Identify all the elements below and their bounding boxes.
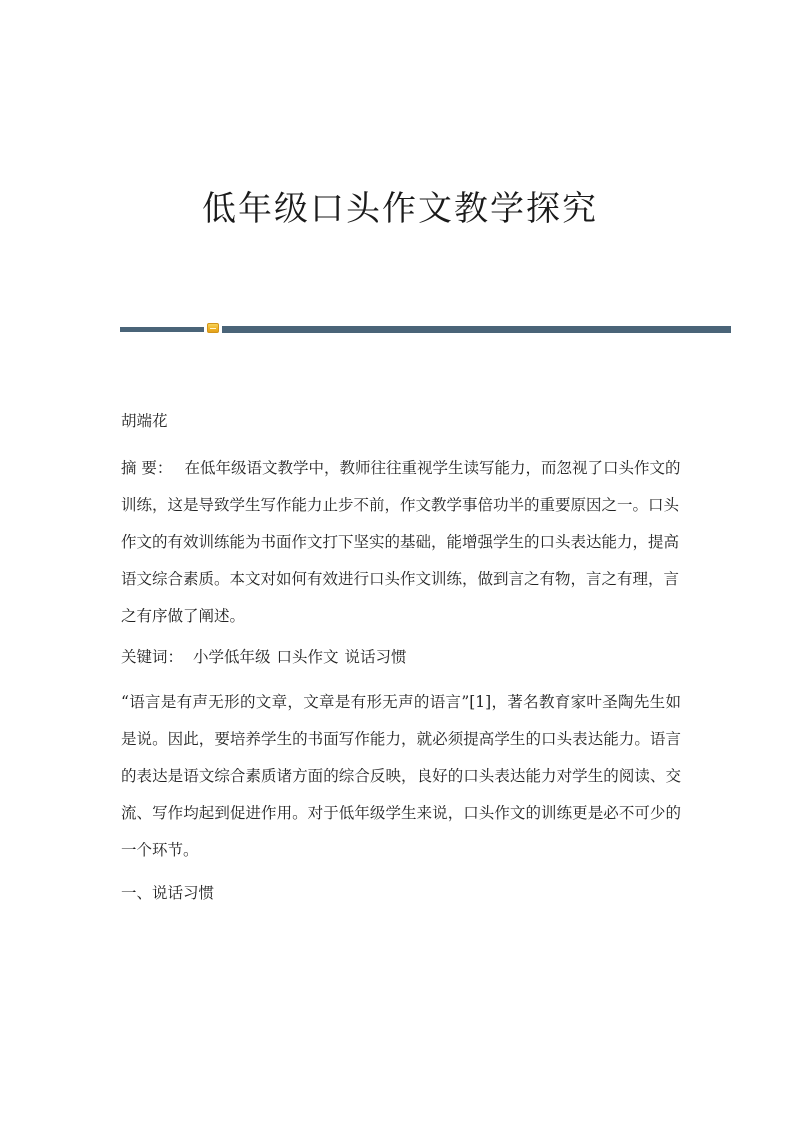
intro-paragraph: “语言是有声无形的文章，文章是有形无声的语言”[1]，著名教育家叶圣陶先生如是说。因此，要培养学生的书面写作能力，就必须提高学生的口头表达能力。语言的表达是语文综合素质诸方面的综合反映，良好的口头表达能力对学生的阅读、交流、写作均起到促进作用。对于低年级学生来说，口头作文的训练更是必不可少的一个环节。 [121,693,681,859]
keyword-item: 口头作文 [276,648,339,666]
page-title: 低年级口头作文教学探究 [202,189,598,229]
divider-bar-right [222,326,731,333]
abstract-text: 在低年级语文教学中，教师往往重视学生读写能力，而忽视了口头作文的训练，这是导致学生写作能力止步不前，作文教学事倍功半的重要原因之一。口头作文的有效训练能为书面作文打下坚实的基础，能增强学生的口头表达能力，提高语文综合素质。本文对如何有效进行口头作文训练，做到言之有物，言之有理，言之有序做了阐述。 [121,459,681,625]
author-name: 胡端花 [121,412,168,430]
divider-ornament-icon [207,323,219,333]
keyword-item: 小学低年级 [193,648,271,666]
article-body [121,404,681,912]
abstract [121,450,681,635]
divider-bar-left [120,327,204,332]
keywords [121,639,681,676]
keywords-label: 关键词： [121,648,184,666]
keyword-item: 说话习惯 [344,648,407,666]
abstract-label: 摘 要： [121,459,173,477]
section-heading: 一、说话习惯 [121,884,215,902]
title-divider [120,325,731,334]
